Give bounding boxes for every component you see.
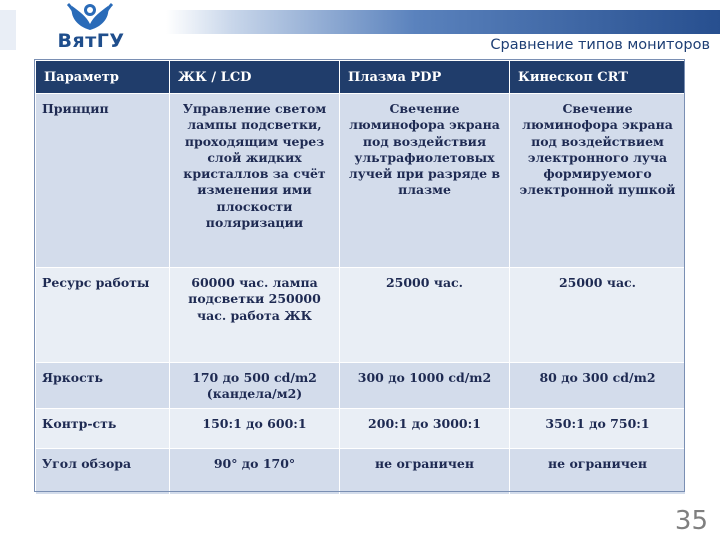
- row-label: Угол обзора: [36, 449, 170, 495]
- table-cell: 60000 час. лампа подсветки 250000 час. работа ЖК: [170, 268, 340, 363]
- table-cell: не ограничен: [340, 449, 510, 495]
- row-label: Контр-сть: [36, 409, 170, 449]
- slide-title: Сравнение типов мониторов: [490, 37, 710, 53]
- table-row: [36, 363, 686, 409]
- table-cell: 200:1 до 3000:1: [340, 409, 510, 449]
- left-accent-bar: [0, 10, 16, 50]
- header-cell-plasma: Плазма PDP: [340, 61, 510, 94]
- table-cell: 90° до 170°: [170, 449, 340, 495]
- table-cell: 80 до 300 cd/m2: [510, 363, 686, 409]
- table-cell: 25000 час.: [510, 268, 686, 363]
- table-cell: Свечение люминофора экрана под воздействия ультрафиолетовых лучей при разряде в плазме: [340, 94, 510, 268]
- row-label: Принцип: [36, 94, 170, 268]
- page-number: 35: [674, 506, 708, 536]
- table-cell: 300 до 1000 cd/m2: [340, 363, 510, 409]
- table-row: [36, 268, 686, 363]
- table-cell: 350:1 до 750:1: [510, 409, 686, 449]
- row-label: Ресурс работы: [36, 268, 170, 363]
- header-cell-lcd: ЖК / LCD: [170, 61, 340, 94]
- table-cell: Управление светом лампы подсветки, проходящим через слой жидких кристаллов за счёт изменения ими плоскости поляризации: [170, 94, 340, 268]
- table-row: [36, 409, 686, 449]
- university-logo: [16, 0, 166, 56]
- comparison-table: [35, 60, 686, 495]
- table-cell: не ограничен: [510, 449, 686, 495]
- table-cell: 150:1 до 600:1: [170, 409, 340, 449]
- header-cell-crt: Кинескоп CRT: [510, 61, 686, 94]
- header-band: [166, 10, 720, 34]
- logo-text: ВятГУ: [57, 30, 125, 52]
- header-cell-parameter: Параметр: [36, 61, 170, 94]
- logo-emblem-icon: [64, 2, 116, 32]
- table-cell: Свечение люминофора экрана под воздействием электронного луча формируемого электронной пушкой: [510, 94, 686, 268]
- table-header-row: [36, 61, 686, 94]
- table-row: [36, 94, 686, 268]
- table-row: [36, 449, 686, 495]
- table-cell: 170 до 500 cd/m2 (кандела/м2): [170, 363, 340, 409]
- row-label: Яркость: [36, 363, 170, 409]
- table-cell: 25000 час.: [340, 268, 510, 363]
